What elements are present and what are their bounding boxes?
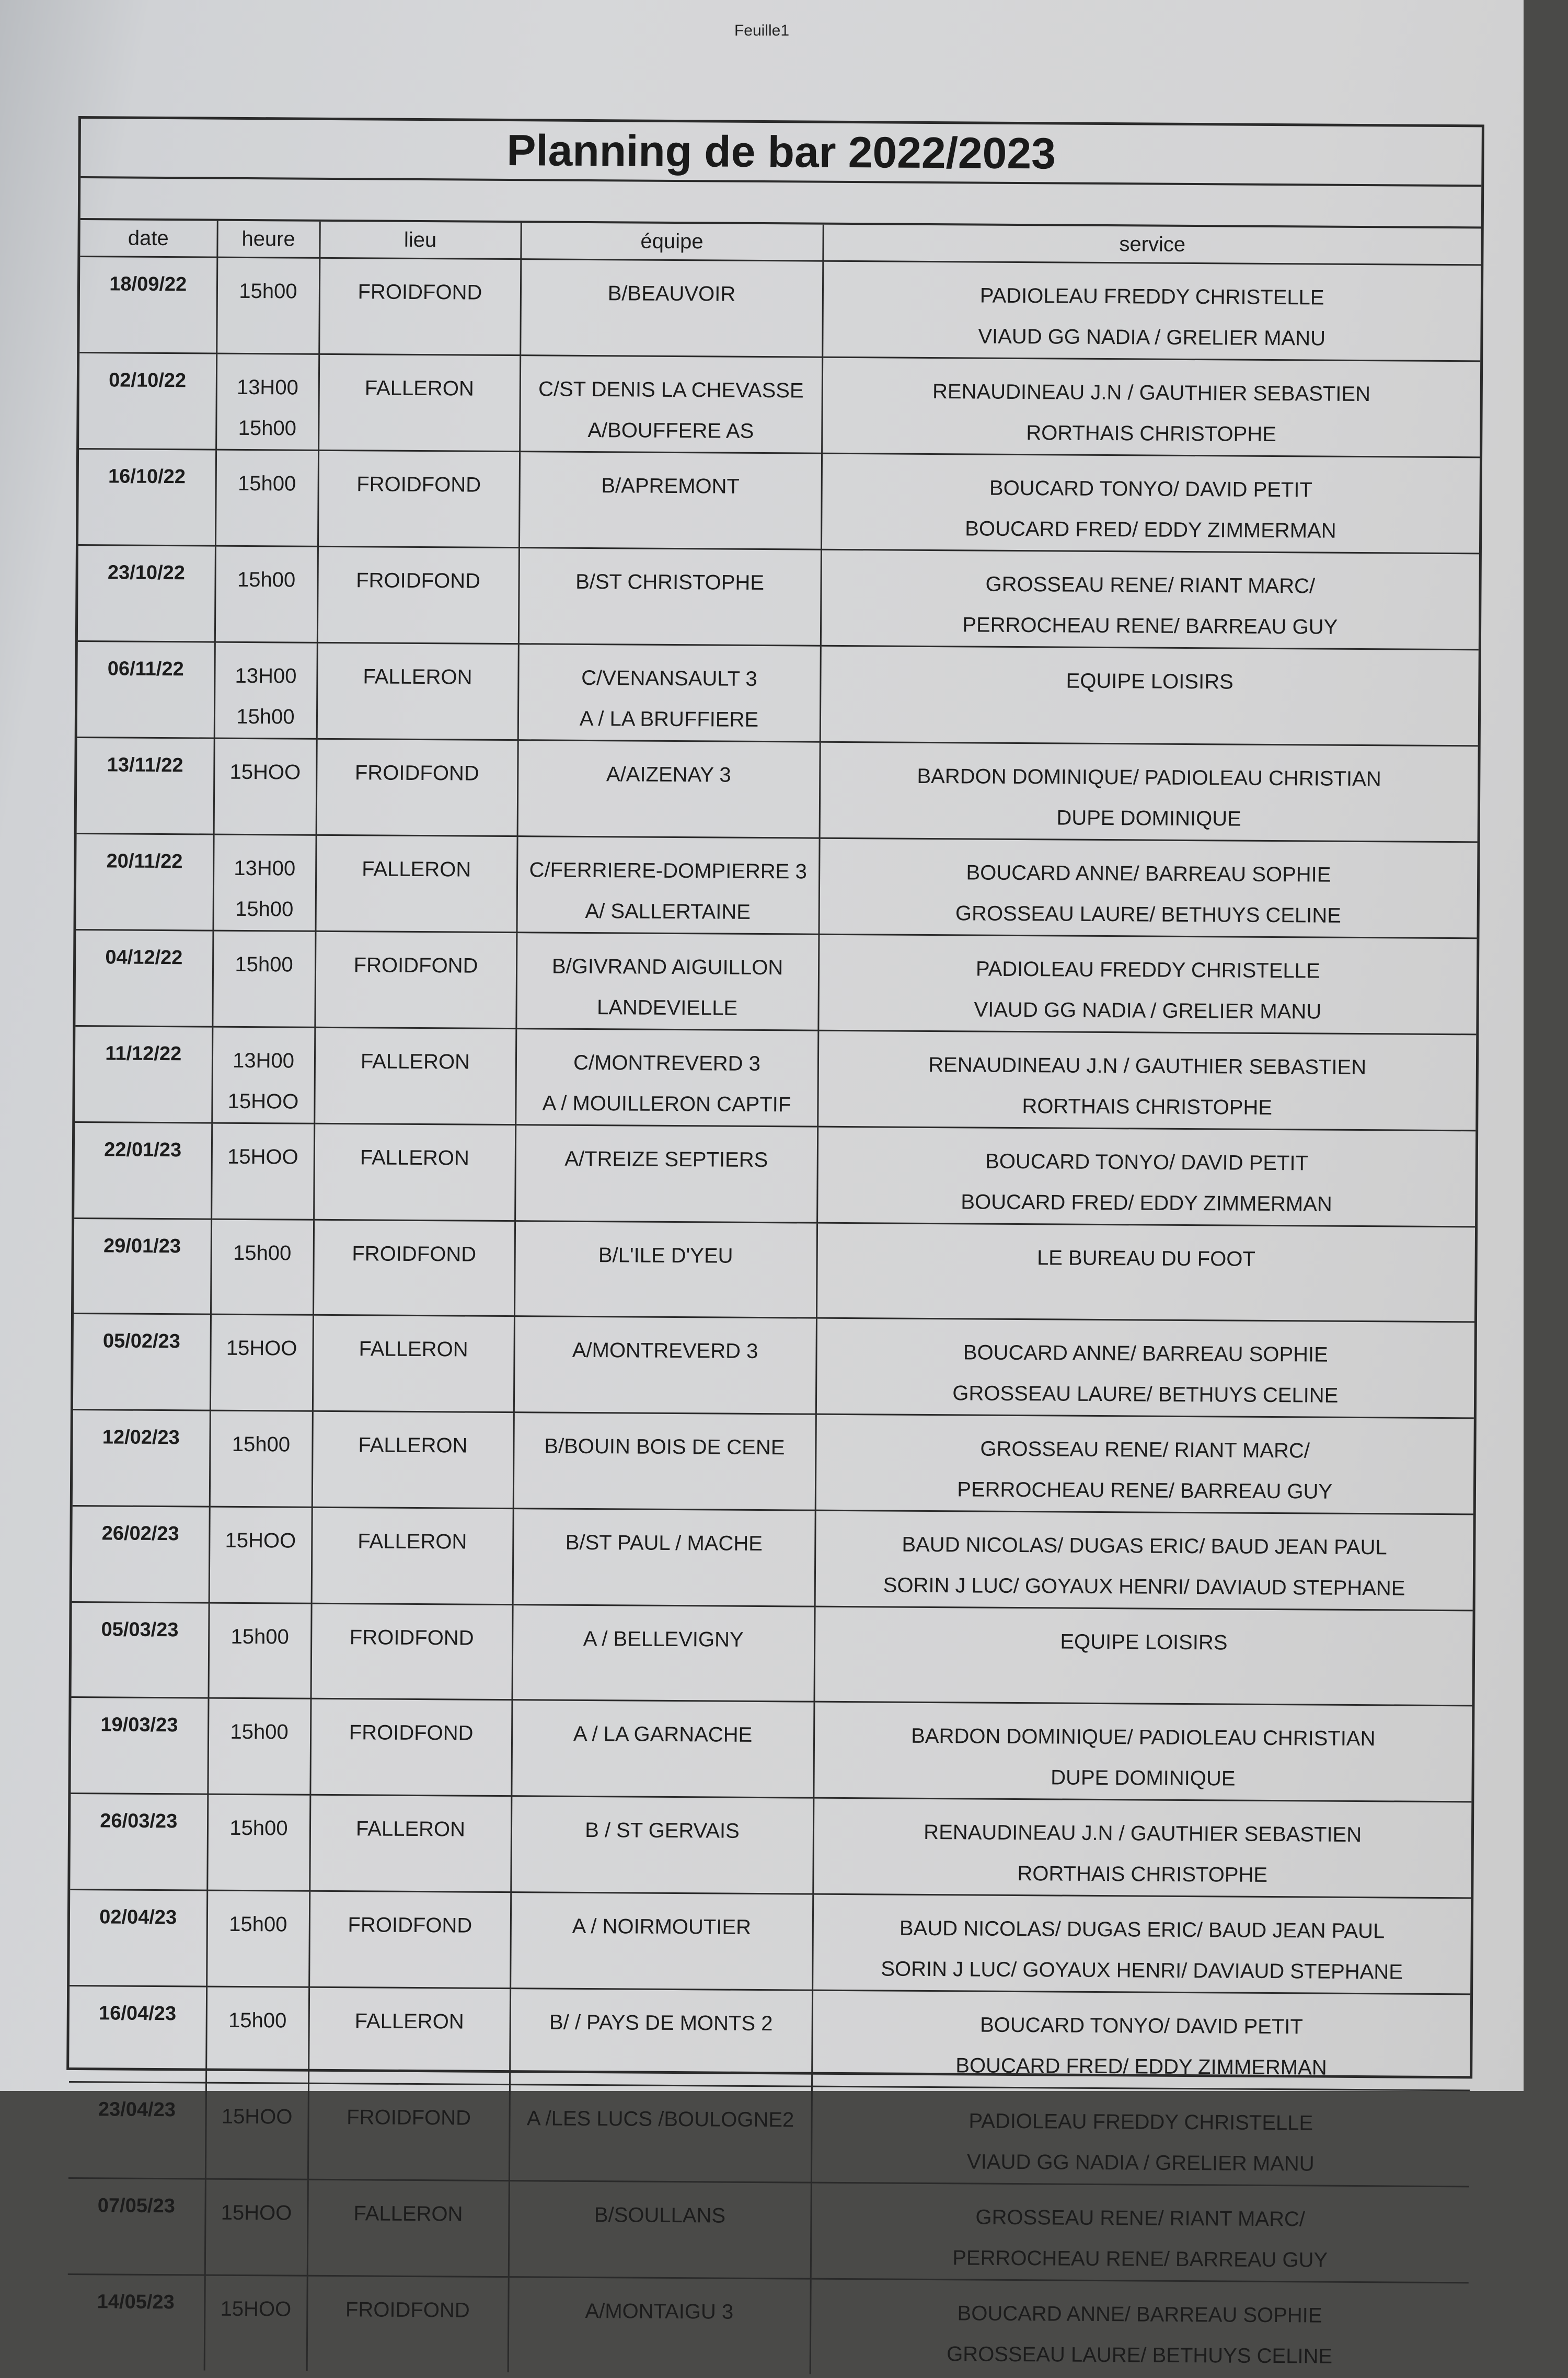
service-cell (812, 1894, 1471, 1994)
service-cell-line: BARDON DOMINIQUE/ PADIOLEAU CHRISTIAN (911, 1724, 1376, 1751)
date-cell: 18/09/22 (79, 257, 217, 354)
equipe-cell (518, 548, 821, 646)
heure-cell-line: 15h00 (238, 416, 297, 440)
heure-cell-line: 15h00 (230, 1720, 289, 1744)
equipe-cell (510, 1989, 812, 2087)
equipe-cell (516, 933, 818, 1031)
equipe-cell (514, 1316, 816, 1415)
column-header-heure: heure (217, 221, 319, 258)
service-cell-line: BOUCARD TONYO/ DAVID PETIT (989, 476, 1312, 502)
heure-cell-line: 13H00 (236, 375, 298, 399)
service-cell-line: SORIN J LUC/ GOYAUX HENRI/ DAVIAUD STEPHANE (883, 1573, 1405, 1600)
equipe-cell-line: C/VENANSAULT 3 (581, 666, 757, 691)
service-cell-line: PERROCHEAU RENE/ BARREAU GUY (962, 613, 1338, 639)
service-cell-line: GROSSEAU LAURE/ BETHUYS CELINE (955, 902, 1342, 927)
service-cell (818, 838, 1477, 938)
equipe-cell-line: A/MONTREVERD 3 (572, 1338, 758, 1363)
equipe-cell-line: B/BEAUVOIR (607, 282, 736, 306)
equipe-cell-line: A / BELLEVIGNY (583, 1627, 744, 1651)
service-cell-line: BOUCARD FRED/ EDDY ZIMMERMAN (955, 2054, 1327, 2080)
service-cell-line: VIAUD GG NADIA / GRELIER MANU (966, 2150, 1315, 2176)
lieu-cell: FALLERON (312, 1411, 514, 1508)
heure-cell-line: 13H00 (234, 856, 296, 880)
lieu-cell: FROIDFOND (311, 1603, 513, 1699)
heure-cell-line: 15h00 (237, 472, 296, 496)
heure-cell-line: 15h00 (229, 1816, 288, 1840)
table-row (71, 1697, 1472, 1801)
lieu-cell: FROIDFOND (318, 450, 520, 547)
heure-cell-line: 13H00 (232, 1049, 295, 1073)
date-cell: 05/03/23 (72, 1602, 209, 1698)
heure-cell (213, 834, 316, 931)
lieu-cell: FROIDFOND (307, 2276, 509, 2372)
table-row (69, 1985, 1470, 2090)
date-cell: 22/01/23 (74, 1122, 212, 1219)
heure-cell-line: 15HOO (229, 760, 301, 784)
equipe-cell (518, 644, 821, 742)
heure-cell (214, 738, 317, 835)
equipe-cell-line: B/ST CHRISTOPHE (575, 570, 765, 595)
heure-cell-line: 15h00 (230, 1625, 289, 1649)
equipe-cell-line: A / NOIRMOUTIER (572, 1914, 752, 1939)
heure-cell (209, 1507, 312, 1603)
lieu-cell: FROIDFOND (313, 1220, 515, 1316)
service-cell-line: PERROCHEAU RENE/ BARREAU GUY (952, 2246, 1328, 2272)
service-cell-line: RORTHAIS CHRISTOPHE (1022, 1095, 1273, 1119)
date-cell: 05/02/23 (73, 1313, 211, 1410)
equipe-cell-line: LANDEVIELLE (596, 996, 738, 1020)
service-cell (816, 1318, 1474, 1418)
date-cell: 02/04/23 (70, 1889, 207, 1986)
service-cell-line: PADIOLEAU FREDDY CHRISTELLE (969, 2109, 1313, 2135)
equipe-cell-line: A/BOUFFERE AS (587, 418, 754, 443)
table-row (67, 2274, 1469, 2378)
equipe-cell (509, 2181, 811, 2279)
service-cell-line: EQUIPE LOISIRS (1060, 1630, 1228, 1655)
column-header-service: service (823, 225, 1481, 265)
heure-cell-line: 15h00 (235, 952, 293, 977)
service-cell-line: RENAUDINEAU J.N / GAUTHIER SEBASTIEN (928, 1053, 1367, 1079)
service-cell (822, 357, 1480, 457)
service-cell (818, 934, 1477, 1035)
equipe-cell-line: A / LA BRUFFIERE (579, 707, 759, 731)
table-row (78, 545, 1479, 650)
service-cell-line: BOUCARD TONYO/ DAVID PETIT (985, 1150, 1309, 1175)
service-cell-line: RENAUDINEAU J.N / GAUTHIER SEBASTIEN (924, 1820, 1362, 1847)
heure-cell (216, 353, 319, 450)
equipe-cell (519, 452, 822, 550)
heure-cell (206, 1890, 309, 1987)
heure-cell-line: 15h00 (233, 1241, 292, 1265)
equipe-cell-line: B/SOULLANS (594, 2203, 726, 2227)
equipe-cell-line: A/TREIZE SEPTIERS (564, 1147, 768, 1172)
service-cell-line: BOUCARD FRED/ EDDY ZIMMERMAN (965, 517, 1336, 543)
table-row (75, 1026, 1476, 1130)
equipe-cell-line: B/L'ILE D'YEU (598, 1244, 733, 1268)
service-cell-line: GROSSEAU RENE/ RIANT MARC/ (985, 572, 1316, 598)
equipe-cell-line: B / ST GERVAIS (585, 1818, 740, 1843)
heure-cell-line: 15h00 (235, 897, 294, 921)
equipe-cell (512, 1605, 815, 1702)
lieu-cell: FALLERON (313, 1315, 514, 1412)
service-cell-line: DUPE DOMINIQUE (1056, 806, 1241, 831)
service-cell-line: EQUIPE LOISIRS (1066, 669, 1233, 694)
heure-cell (212, 1027, 315, 1123)
date-cell: 07/05/23 (68, 2178, 205, 2275)
equipe-cell (509, 2085, 812, 2183)
lieu-cell: FALLERON (308, 1987, 510, 2084)
date-cell: 04/12/22 (75, 930, 213, 1027)
date-cell: 12/02/23 (73, 1409, 210, 1507)
equipe-cell (516, 836, 819, 935)
service-cell (816, 1223, 1475, 1322)
lieu-cell: FALLERON (309, 1795, 511, 1892)
table-row (79, 353, 1480, 457)
service-cell-line: PERROCHEAU RENE/ BARREAU GUY (957, 1478, 1333, 1503)
lieu-cell: FROIDFOND (310, 1698, 512, 1796)
service-cell-line: VIAUD GG NADIA / GRELIER MANU (978, 325, 1326, 350)
heure-cell-line: 15HOO (221, 2105, 293, 2129)
heure-cell (209, 1603, 312, 1698)
heure-cell-line: 15h00 (228, 2008, 287, 2032)
heure-cell-line: 15h00 (237, 568, 296, 592)
lieu-cell: FROIDFOND (308, 2083, 510, 2180)
service-cell-line: BOUCARD FRED/ EDDY ZIMMERMAN (961, 1190, 1332, 1216)
service-cell-line: RORTHAIS CHRISTOPHE (1026, 421, 1277, 446)
service-cell-line: GROSSEAU LAURE/ BETHUYS CELINE (952, 1382, 1339, 1407)
service-cell-line: BOUCARD ANNE/ BARREAU SOPHIE (966, 861, 1331, 887)
lieu-cell: FALLERON (312, 1507, 513, 1604)
lieu-cell: FALLERON (315, 835, 517, 932)
service-cell (821, 453, 1480, 554)
heure-cell-line: 15HOO (225, 1529, 296, 1553)
service-cell (821, 549, 1479, 650)
equipe-cell (520, 355, 822, 454)
service-cell-line: BOUCARD ANNE/ BARREAU SOPHIE (957, 2302, 1322, 2327)
service-cell-line: GROSSEAU RENE/ RIANT MARC/ (980, 1437, 1310, 1463)
equipe-cell (515, 1125, 817, 1223)
table-row (68, 2178, 1469, 2282)
heure-cell-line: 15HOO (221, 2201, 292, 2225)
planning-table (67, 220, 1481, 2378)
heure-cell (207, 1794, 310, 1891)
heure-cell (204, 2275, 307, 2371)
heure-cell (210, 1314, 313, 1411)
lieu-cell: FROIDFOND (319, 258, 521, 355)
heure-cell (210, 1410, 313, 1507)
service-cell-line: GROSSEAU RENE/ RIANT MARC/ (975, 2205, 1306, 2231)
table-row (77, 738, 1478, 842)
equipe-cell (511, 1796, 813, 1894)
lieu-cell: FROIDFOND (316, 739, 518, 836)
service-cell (817, 1030, 1476, 1131)
service-cell (811, 2086, 1470, 2187)
heure-cell (216, 257, 319, 354)
equipe-cell-line: B/APREMONT (601, 474, 740, 498)
table-row (76, 834, 1477, 938)
table-row (77, 641, 1479, 746)
service-cell-line: PADIOLEAU FREDDY CHRISTELLE (979, 284, 1324, 309)
table-row (75, 930, 1477, 1035)
lieu-cell: FALLERON (318, 354, 520, 451)
table-row (72, 1602, 1473, 1705)
table-row (74, 1218, 1475, 1322)
table-row (72, 1506, 1473, 1610)
equipe-cell-line: A / LA GARNACHE (573, 1722, 753, 1747)
heure-cell-line: 15HOO (226, 1336, 297, 1360)
service-cell-line: LE BUREAU DU FOOT (1036, 1246, 1255, 1271)
service-cell (811, 2182, 1469, 2283)
table-row (68, 2082, 1470, 2186)
heure-cell (211, 1123, 314, 1220)
service-cell (817, 1127, 1475, 1227)
service-cell-line: VIAUD GG NADIA / GRELIER MANU (974, 998, 1322, 1024)
service-cell (813, 1798, 1471, 1898)
table-row (73, 1313, 1474, 1418)
date-cell: 23/10/22 (78, 545, 215, 642)
service-cell (815, 1414, 1474, 1514)
lieu-cell: FALLERON (307, 2179, 509, 2277)
service-cell (820, 742, 1478, 842)
date-cell: 06/11/22 (77, 641, 215, 739)
heure-cell-line: 15HOO (227, 1089, 299, 1113)
service-cell (815, 1510, 1473, 1611)
equipe-cell-line: B/ST PAUL / MACHE (565, 1531, 763, 1556)
date-cell: 16/04/23 (69, 1985, 206, 2083)
table-row (74, 1122, 1475, 1226)
heure-cell-line: 15h00 (239, 279, 297, 303)
equipe-cell (514, 1221, 817, 1318)
table-row (70, 1793, 1471, 1898)
column-header-date: date (80, 220, 217, 257)
lieu-cell: FALLERON (317, 642, 518, 740)
column-header-equipe: équipe (521, 223, 823, 261)
service-cell-line: RORTHAIS CHRISTOPHE (1017, 1862, 1268, 1887)
service-cell-line: BOUCARD ANNE/ BARREAU SOPHIE (963, 1341, 1328, 1366)
service-cell-line: DUPE DOMINIQUE (1051, 1766, 1236, 1790)
heure-cell-line: 15HOO (227, 1145, 298, 1169)
date-cell: 19/03/23 (71, 1697, 208, 1794)
equipe-cell (513, 1412, 816, 1511)
heure-cell-line: 15h00 (236, 705, 295, 729)
lieu-cell: FALLERON (314, 1123, 515, 1221)
heure-cell (212, 930, 315, 1027)
lieu-cell: FROIDFOND (317, 546, 519, 644)
equipe-cell-line: C/FERRIERE-DOMPIERRE 3 (529, 858, 807, 883)
date-cell: 26/02/23 (72, 1506, 210, 1603)
table-row (70, 1889, 1471, 1994)
date-cell: 26/03/23 (70, 1793, 207, 1890)
heure-cell (205, 2179, 308, 2276)
equipe-cell-line: C/MONTREVERD 3 (573, 1051, 760, 1076)
service-cell (812, 1990, 1470, 2090)
equipe-cell-line: B/BOUIN BOIS DE CENE (544, 1434, 785, 1460)
equipe-cell (520, 259, 823, 358)
equipe-cell-line: A / MOUILLERON CAPTIF (542, 1092, 791, 1117)
date-cell: 02/10/22 (79, 353, 216, 450)
service-cell-line: GROSSEAU LAURE/ BETHUYS CELINE (947, 2342, 1333, 2368)
service-cell-line: BOUCARD TONYO/ DAVID PETIT (979, 2013, 1304, 2039)
equipe-cell-line: C/ST DENIS LA CHEVASSE (538, 377, 804, 403)
equipe-cell-line: A /LES LUCS /BOULOGNE2 (526, 2107, 794, 2132)
equipe-cell-line: B/ / PAYS DE MONTS 2 (549, 2011, 773, 2036)
lieu-cell: FROIDFOND (309, 1891, 511, 1988)
equipe-cell-line: A/AIZENAY 3 (606, 763, 731, 787)
service-cell (814, 1606, 1472, 1706)
column-header-lieu: lieu (319, 222, 521, 259)
date-cell: 14/05/23 (67, 2274, 205, 2370)
date-cell: 29/01/23 (74, 1218, 211, 1314)
equipe-cell-line: A/ SALLERTAINE (585, 899, 751, 924)
service-cell-line: SORIN J LUC/ GOYAUX HENRI/ DAVIAUD STEPHANE (881, 1957, 1403, 1984)
date-cell: 13/11/22 (77, 738, 214, 835)
heure-cell (207, 1698, 310, 1795)
service-cell (820, 646, 1479, 746)
equipe-cell (510, 1892, 813, 1991)
heure-cell-line: 15HOO (220, 2297, 292, 2321)
equipe-cell (515, 1029, 818, 1127)
equipe-cell (517, 740, 820, 838)
page-title: Planning de bar 2022/2023 (80, 119, 1482, 187)
table-row (73, 1409, 1474, 1514)
equipe-cell-line: B/GIVRAND AIGUILLON (551, 955, 783, 980)
lieu-cell: FROIDFOND (315, 931, 516, 1028)
heure-cell (205, 2083, 308, 2179)
date-cell: 23/04/23 (68, 2082, 206, 2179)
service-cell-line: RENAUDINEAU J.N / GAUTHIER SEBASTIEN (932, 380, 1371, 406)
heure-cell (206, 1986, 309, 2083)
heure-cell-line: 15h00 (232, 1432, 291, 1456)
heure-cell-line: 15h00 (229, 1912, 287, 1936)
sheet-name: Feuille1 (734, 22, 790, 39)
table-row (78, 449, 1480, 554)
heure-cell (215, 546, 318, 642)
service-cell-line: BAUD NICOLAS/ DUGAS ERIC/ BAUD JEAN PAUL (899, 1916, 1385, 1943)
service-cell (813, 1702, 1472, 1802)
table-row (79, 257, 1481, 361)
equipe-cell (511, 1700, 814, 1798)
heure-cell (215, 450, 318, 546)
service-cell-line: PADIOLEAU FREDDY CHRISTELLE (975, 957, 1320, 983)
lieu-cell: FALLERON (314, 1027, 516, 1124)
date-cell: 11/12/22 (75, 1026, 212, 1123)
service-cell-line: BARDON DOMINIQUE/ PADIOLEAU CHRISTIAN (917, 764, 1381, 791)
service-cell (822, 261, 1481, 361)
date-cell: 16/10/22 (78, 449, 216, 546)
service-cell (810, 2279, 1469, 2378)
heure-cell-line: 13H00 (235, 664, 297, 688)
equipe-cell (513, 1509, 815, 1607)
date-cell: 20/11/22 (76, 834, 213, 931)
service-cell-line: BAUD NICOLAS/ DUGAS ERIC/ BAUD JEAN PAUL (902, 1533, 1387, 1559)
planning-table-frame (66, 116, 1484, 2368)
equipe-cell (508, 2277, 811, 2374)
heure-cell (211, 1219, 314, 1315)
equipe-cell-line: A/MONTAIGU 3 (585, 2300, 734, 2324)
heure-cell (214, 642, 317, 739)
